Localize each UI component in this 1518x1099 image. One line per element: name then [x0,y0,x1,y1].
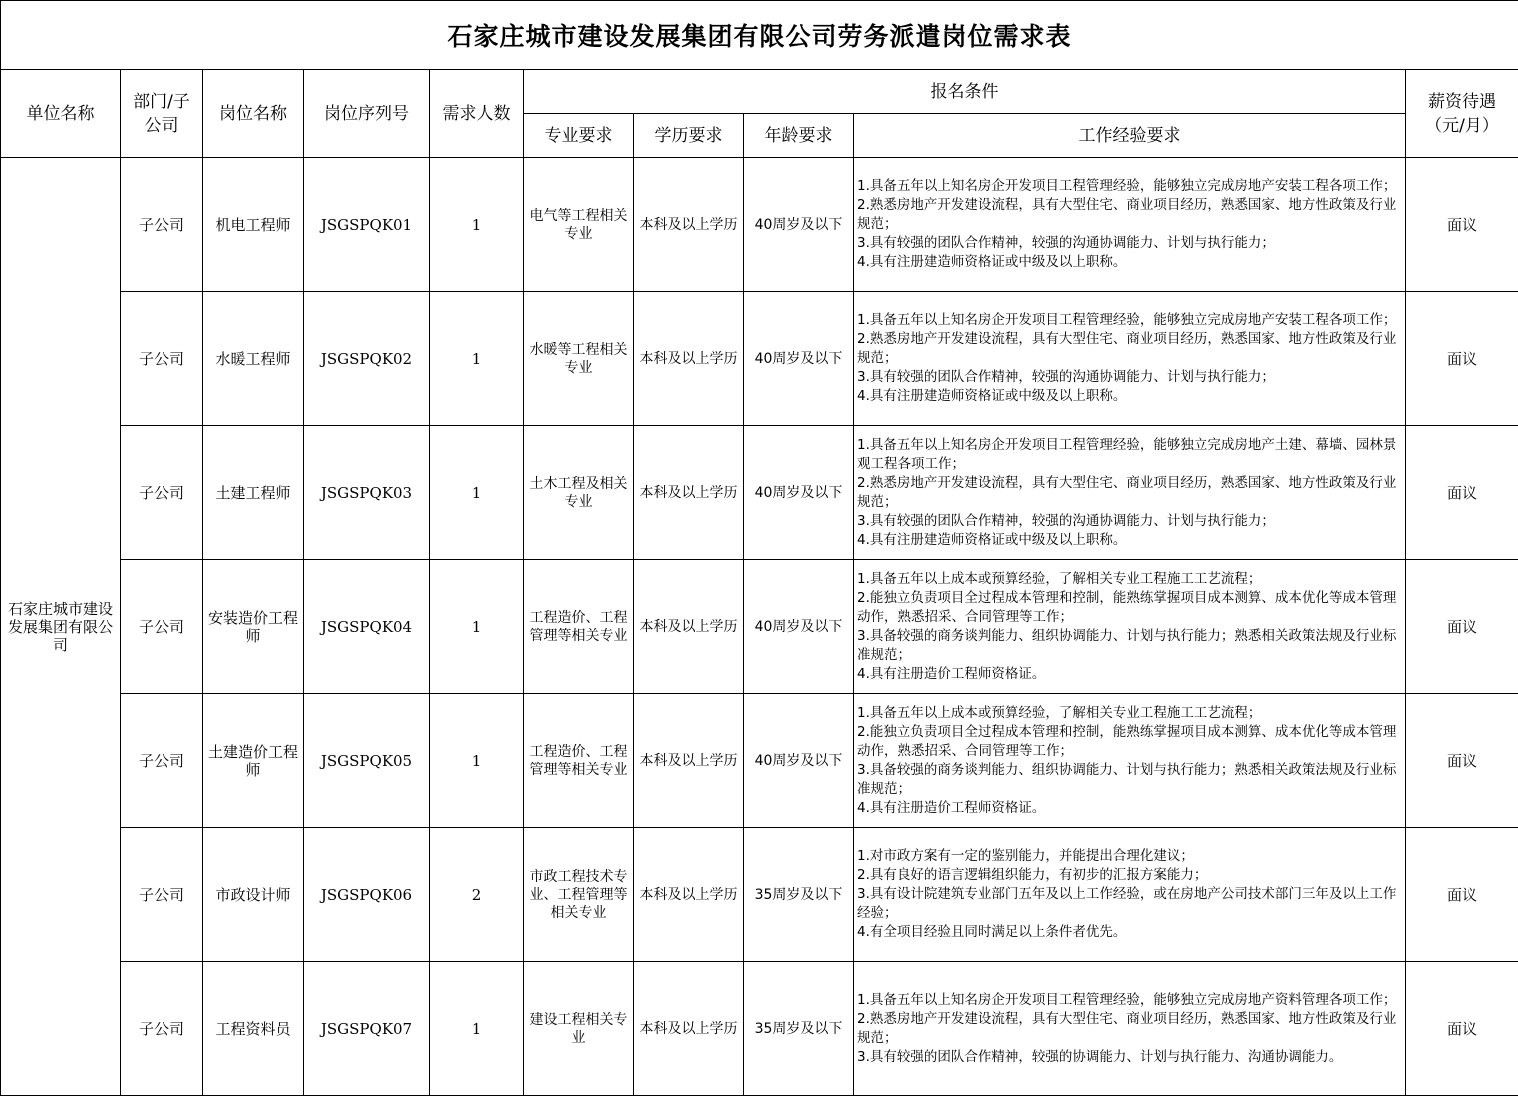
education-cell: 本科及以上学历 [634,962,744,1096]
position-code-cell: JSGSPQK05 [304,694,430,828]
department-cell: 子公司 [121,560,203,694]
department-cell: 子公司 [121,292,203,426]
experience-cell [854,560,1406,694]
major-cell: 工程造价、工程管理等相关专业 [524,694,634,828]
experience-item: 2.熟悉房地产开发建设流程，具有大型住宅、商业项目经历，熟悉国家、地方性政策及行业规范； [857,197,1397,232]
experience-cell [854,828,1406,962]
header-age: 年龄要求 [744,114,854,158]
position-code-cell: JSGSPQK03 [304,426,430,560]
headcount-cell: 1 [430,962,524,1096]
experience-item: 3.具有较强的团队合作精神，较强的沟通协调能力、计划与执行能力； [857,512,1275,529]
age-cell: 35周岁及以下 [744,828,854,962]
education-cell: 本科及以上学历 [634,694,744,828]
position-cell: 机电工程师 [203,158,304,292]
education-cell: 本科及以上学历 [634,158,744,292]
experience-item: 1.具备五年以上知名房企开发项目工程管理经验，能够独立完成房地产安装工程各项工作； [857,178,1397,194]
experience-item: 1.具备五年以上知名房企开发项目工程管理经验，能够独立完成房地产资料管理各项工作； [857,991,1397,1008]
experience-item: 4.具有注册造价工程师资格证。 [857,799,1046,816]
experience-item: 2.能独立负责项目全过程成本管理和控制，能熟练掌握项目成本测算、成本优化等成本管理动作，熟悉招采、合同管理等工作； [857,723,1397,759]
experience-cell [854,426,1406,560]
table-row [1,426,1518,560]
salary-cell: 面议 [1406,158,1518,292]
major-cell: 工程造价、工程管理等相关专业 [524,560,634,694]
page-title: 石家庄城市建设发展集团有限公司劳务派遣岗位需求表 [1,1,1518,70]
headcount-cell: 1 [430,158,524,292]
experience-item: 4.具有注册建造师资格证或中级及以上职称。 [857,388,1127,404]
position-code-cell: JSGSPQK01 [304,158,430,292]
header-position-code: 岗位序列号 [304,70,430,158]
salary-cell: 面议 [1406,426,1518,560]
experience-item: 3.具有较强的团队合作精神，较强的沟通协调能力、计划与执行能力； [857,235,1275,251]
experience-item: 3.具有较强的团队合作精神，较强的协调能力、计划与执行能力、沟通协调能力。 [857,1048,1343,1065]
education-cell: 本科及以上学历 [634,560,744,694]
position-code-cell: JSGSPQK02 [304,292,430,426]
age-cell: 40周岁及以下 [744,560,854,694]
age-cell: 40周岁及以下 [744,292,854,426]
headcount-cell: 1 [430,694,524,828]
salary-cell: 面议 [1406,962,1518,1096]
experience-item: 2.熟悉房地产开发建设流程，具有大型住宅、商业项目经历，熟悉国家、地方性政策及行业规范； [857,331,1397,366]
experience-item: 3.具备较强的商务谈判能力、组织协调能力、计划与执行能力；熟悉相关政策法规及行业标准规范； [857,627,1397,663]
major-cell: 市政工程技术专业、工程管理等相关专业 [524,828,634,962]
department-cell: 子公司 [121,426,203,560]
experience-item: 2.能独立负责项目全过程成本管理和控制，能熟练掌握项目成本测算、成本优化等成本管理动作，熟悉招采、合同管理等工作； [857,589,1397,625]
experience-item: 4.具有注册建造师资格证或中级及以上职称。 [857,254,1127,270]
age-cell: 40周岁及以下 [744,694,854,828]
position-cell: 工程资料员 [203,962,304,1096]
salary-cell: 面议 [1406,292,1518,426]
experience-item: 1.具备五年以上成本或预算经验，了解相关专业工程施工工艺流程； [857,570,1262,587]
experience-item: 4.具有注册建造师资格证或中级及以上职称。 [857,531,1127,548]
experience-item: 1.具备五年以上知名房企开发项目工程管理经验，能够独立完成房地产安装工程各项工作； [857,312,1397,328]
position-cell: 土建工程师 [203,426,304,560]
education-cell: 本科及以上学历 [634,828,744,962]
age-cell: 40周岁及以下 [744,426,854,560]
headcount-cell: 2 [430,828,524,962]
experience-item: 1.具备五年以上知名房企开发项目工程管理经验，能够独立完成房地产土建、幕墙、园林景观工程各项工作； [857,436,1397,472]
major-cell: 电气等工程相关专业 [524,158,634,292]
department-cell: 子公司 [121,158,203,292]
experience-item: 3.具有设计院建筑专业部门五年及以上工作经验，或在房地产公司技术部门三年及以上工作经验； [857,886,1397,921]
table-row [1,828,1518,962]
education-cell: 本科及以上学历 [634,292,744,426]
header-conditions: 报名条件 [524,70,1406,114]
header-education: 学历要求 [634,114,744,158]
salary-cell: 面议 [1406,828,1518,962]
department-cell: 子公司 [121,694,203,828]
header-major: 专业要求 [524,114,634,158]
experience-item: 1.具备五年以上成本或预算经验，了解相关专业工程施工工艺流程； [857,704,1262,721]
table-row [1,694,1518,828]
header-department: 部门/子公司 [121,70,203,158]
age-cell: 40周岁及以下 [744,158,854,292]
department-cell: 子公司 [121,962,203,1096]
position-cell: 水暖工程师 [203,292,304,426]
major-cell: 土木工程及相关专业 [524,426,634,560]
experience-cell [854,158,1406,292]
experience-item: 2.具有良好的语言逻辑组织能力，有初步的汇报方案能力； [857,867,1208,883]
experience-cell [854,962,1406,1096]
position-cell: 安装造价工程师 [203,560,304,694]
salary-cell: 面议 [1406,694,1518,828]
position-code-cell: JSGSPQK06 [304,828,430,962]
experience-item: 4.有全项目经验且同时满足以上条件者优先。 [857,924,1127,940]
headcount-cell: 1 [430,426,524,560]
experience-item: 3.具有较强的团队合作精神，较强的沟通协调能力、计划与执行能力； [857,369,1275,385]
salary-cell: 面议 [1406,560,1518,694]
position-code-cell: JSGSPQK04 [304,560,430,694]
table-row [1,292,1518,426]
header-experience: 工作经验要求 [854,114,1406,158]
unit-name-cell: 石家庄城市建设发展集团有限公司 [1,158,121,1096]
experience-cell [854,292,1406,426]
table-row [1,560,1518,694]
table-row [1,158,1518,292]
experience-item: 4.具有注册造价工程师资格证。 [857,665,1046,682]
position-cell: 土建造价工程师 [203,694,304,828]
header-headcount: 需求人数 [430,70,524,158]
table-row [1,962,1518,1096]
experience-item: 3.具备较强的商务谈判能力、组织协调能力、计划与执行能力；熟悉相关政策法规及行业标准规范； [857,761,1397,797]
department-cell: 子公司 [121,828,203,962]
header-unit-name: 单位名称 [1,70,121,158]
experience-cell [854,694,1406,828]
position-code-cell: JSGSPQK07 [304,962,430,1096]
major-cell: 水暖等工程相关专业 [524,292,634,426]
header-salary: 薪资待遇（元/月） [1406,70,1518,158]
headcount-cell: 1 [430,560,524,694]
experience-item: 2.熟悉房地产开发建设流程，具有大型住宅、商业项目经历，熟悉国家、地方性政策及行业规范； [857,1010,1397,1046]
education-cell: 本科及以上学历 [634,426,744,560]
experience-item: 1.对市政方案有一定的鉴别能力，并能提出合理化建议； [857,848,1194,864]
header-position-name: 岗位名称 [203,70,304,158]
experience-item: 2.熟悉房地产开发建设流程，具有大型住宅、商业项目经历，熟悉国家、地方性政策及行业规范； [857,474,1397,510]
age-cell: 35周岁及以下 [744,962,854,1096]
headcount-cell: 1 [430,292,524,426]
position-cell: 市政设计师 [203,828,304,962]
major-cell: 建设工程相关专业 [524,962,634,1096]
